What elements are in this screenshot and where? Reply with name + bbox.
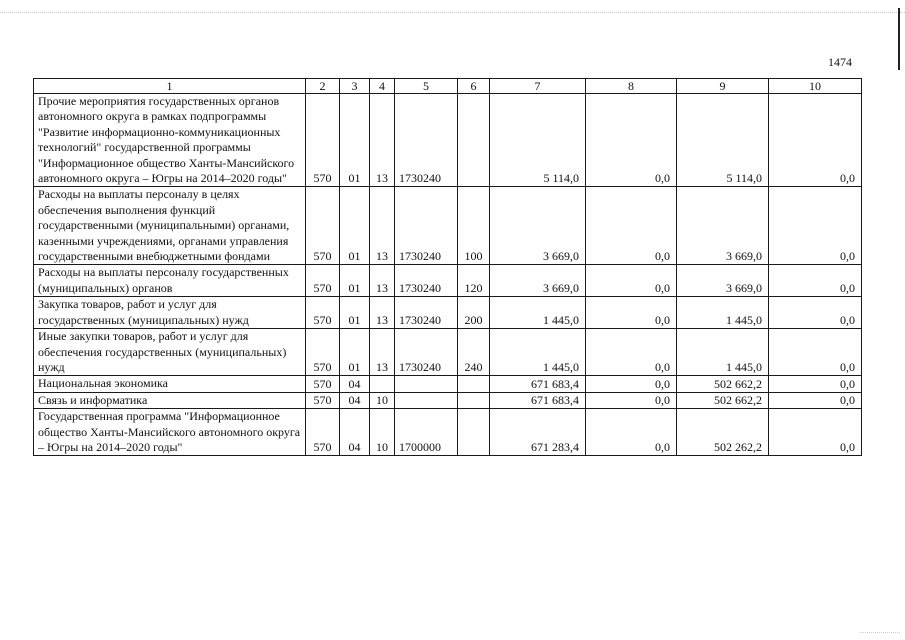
cell-target-article: 1730240 [395, 265, 458, 297]
column-header: 3 [340, 79, 370, 94]
cell-amount-col8: 0,0 [586, 329, 677, 376]
column-header: 5 [395, 79, 458, 94]
cell-subsection: 13 [370, 265, 395, 297]
table-row [34, 392, 862, 408]
column-header: 6 [458, 79, 490, 94]
cell-amount-col9: 502 662,2 [677, 392, 769, 408]
cell-amount-col10: 0,0 [769, 265, 862, 297]
cell-admin-code: 570 [306, 409, 340, 456]
cell-amount-total: 671 683,4 [490, 392, 586, 408]
cell-expense-type [458, 94, 490, 187]
cell-target-article: 1730240 [395, 329, 458, 376]
cell-admin-code: 570 [306, 94, 340, 187]
cell-admin-code: 570 [306, 297, 340, 329]
row-name: Расходы на выплаты персоналу в целях обеспечения выполнения функций государственными (муниципальными) органами, казенными учреждениями, органами управления государственными внебюджетными фондами [34, 187, 306, 265]
cell-amount-col10: 0,0 [769, 329, 862, 376]
cell-expense-type [458, 392, 490, 408]
cell-amount-col8: 0,0 [586, 392, 677, 408]
budget-table [33, 78, 862, 456]
cell-expense-type: 100 [458, 187, 490, 265]
cell-subsection: 13 [370, 94, 395, 187]
column-header: 9 [677, 79, 769, 94]
cell-amount-total: 671 283,4 [490, 409, 586, 456]
cell-section: 01 [340, 329, 370, 376]
column-header: 7 [490, 79, 586, 94]
cell-section: 01 [340, 297, 370, 329]
cell-target-article [395, 392, 458, 408]
table-row [34, 94, 862, 187]
cell-amount-col9: 3 669,0 [677, 265, 769, 297]
table-row [34, 409, 862, 456]
cell-target-article: 1730240 [395, 94, 458, 187]
page-number: 1474 [828, 55, 852, 69]
cell-amount-total: 1 445,0 [490, 329, 586, 376]
cell-amount-col10: 0,0 [769, 392, 862, 408]
cell-amount-col8: 0,0 [586, 297, 677, 329]
cell-subsection: 10 [370, 392, 395, 408]
cell-subsection: 13 [370, 297, 395, 329]
row-name: Прочие мероприятия государственных органов автономного округа в рамках подпрограммы "Развитие информационно-коммуникационных технологий" государственной программы "Информационное общество Ханты-Мансийского автономного округа – Югры на 2014–2020 годы" [34, 94, 306, 187]
cell-amount-col10: 0,0 [769, 187, 862, 265]
table-row [34, 297, 862, 329]
cell-amount-col9: 1 445,0 [677, 297, 769, 329]
table-row [34, 265, 862, 297]
cell-amount-col9: 502 662,2 [677, 376, 769, 392]
cell-admin-code: 570 [306, 329, 340, 376]
cell-section: 01 [340, 187, 370, 265]
cell-subsection: 10 [370, 409, 395, 456]
column-header: 10 [769, 79, 862, 94]
table-header-row [34, 79, 862, 94]
cell-amount-col8: 0,0 [586, 376, 677, 392]
table-row [34, 376, 862, 392]
cell-target-article [395, 376, 458, 392]
row-name: Связь и информатика [34, 392, 306, 408]
cell-amount-col8: 0,0 [586, 409, 677, 456]
cell-expense-type: 240 [458, 329, 490, 376]
cell-amount-total: 671 683,4 [490, 376, 586, 392]
cell-amount-col9: 5 114,0 [677, 94, 769, 187]
cell-expense-type [458, 409, 490, 456]
column-header: 8 [586, 79, 677, 94]
cell-section: 01 [340, 265, 370, 297]
cell-subsection: 13 [370, 187, 395, 265]
cell-admin-code: 570 [306, 376, 340, 392]
cell-amount-col9: 502 262,2 [677, 409, 769, 456]
cell-amount-total: 1 445,0 [490, 297, 586, 329]
scan-artifact-bottom [860, 632, 900, 633]
column-header: 4 [370, 79, 395, 94]
cell-section: 04 [340, 392, 370, 408]
cell-amount-col10: 0,0 [769, 94, 862, 187]
cell-expense-type: 120 [458, 265, 490, 297]
scan-edge-mark [898, 8, 900, 70]
column-header: 1 [34, 79, 306, 94]
row-name: Государственная программа "Информационное общество Ханты-Мансийского автономного округа – Югры на 2014–2020 годы" [34, 409, 306, 456]
row-name: Национальная экономика [34, 376, 306, 392]
cell-amount-col10: 0,0 [769, 376, 862, 392]
cell-amount-col9: 1 445,0 [677, 329, 769, 376]
cell-target-article: 1730240 [395, 187, 458, 265]
row-name: Закупка товаров, работ и услуг для государственных (муниципальных) нужд [34, 297, 306, 329]
cell-expense-type [458, 376, 490, 392]
cell-subsection [370, 376, 395, 392]
cell-amount-total: 5 114,0 [490, 94, 586, 187]
cell-target-article: 1700000 [395, 409, 458, 456]
column-header: 2 [306, 79, 340, 94]
cell-admin-code: 570 [306, 187, 340, 265]
cell-section: 04 [340, 376, 370, 392]
row-name: Расходы на выплаты персоналу государственных (муниципальных) органов [34, 265, 306, 297]
table-row [34, 329, 862, 376]
cell-target-article: 1730240 [395, 297, 458, 329]
cell-subsection: 13 [370, 329, 395, 376]
cell-admin-code: 570 [306, 392, 340, 408]
cell-amount-total: 3 669,0 [490, 265, 586, 297]
cell-admin-code: 570 [306, 265, 340, 297]
table-row [34, 187, 862, 265]
cell-section: 04 [340, 409, 370, 456]
cell-amount-col9: 3 669,0 [677, 187, 769, 265]
scan-artifact-top [0, 12, 905, 14]
row-name: Иные закупки товаров, работ и услуг для обеспечения государственных (муниципальных) нужд [34, 329, 306, 376]
cell-amount-col8: 0,0 [586, 187, 677, 265]
cell-expense-type: 200 [458, 297, 490, 329]
cell-amount-col8: 0,0 [586, 265, 677, 297]
cell-amount-col10: 0,0 [769, 409, 862, 456]
cell-amount-col8: 0,0 [586, 94, 677, 187]
cell-amount-col10: 0,0 [769, 297, 862, 329]
cell-section: 01 [340, 94, 370, 187]
cell-amount-total: 3 669,0 [490, 187, 586, 265]
